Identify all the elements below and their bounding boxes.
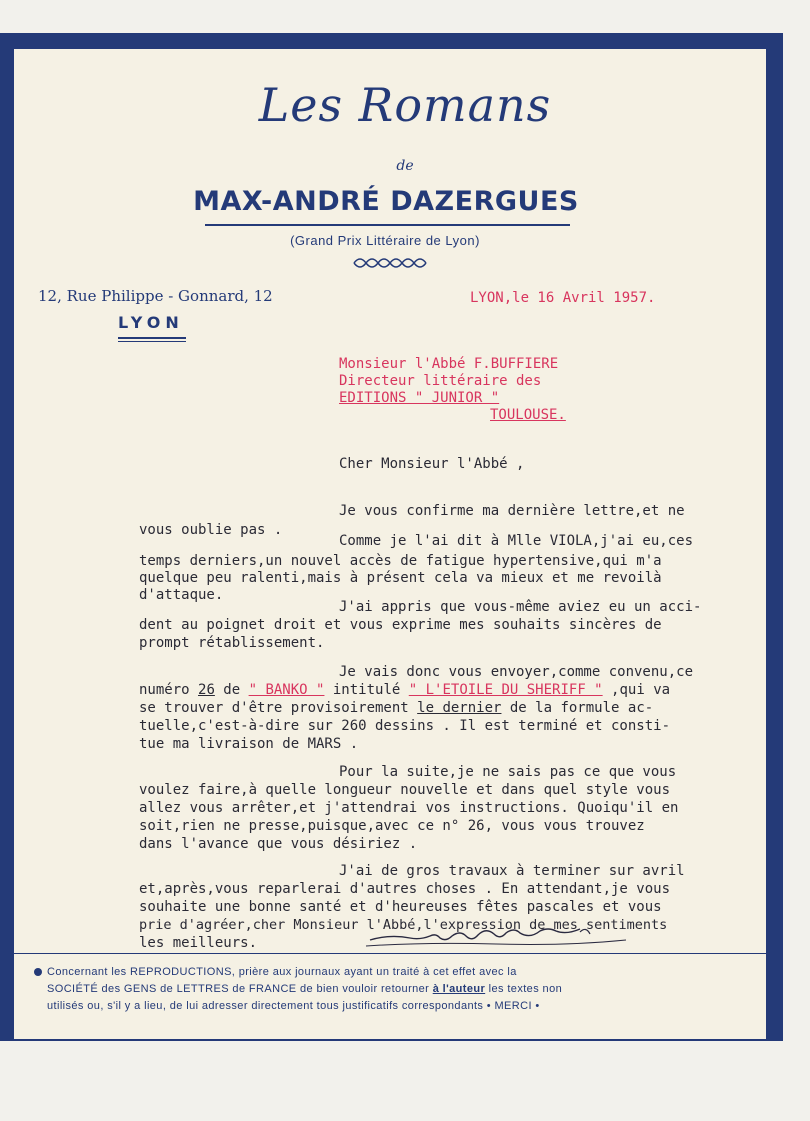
- footer-divider: [14, 953, 766, 954]
- recipient-line: TOULOUSE.: [490, 407, 566, 423]
- footer-line: utilisés ou, s'il y a lieu, de lui adresser directement tous justificatifs correspondants • MERCI •: [47, 1000, 540, 1012]
- footer-text: Concernant les REPRODUCTIONS, prière aux journaux ayant un traité à cet effet avec la: [47, 966, 517, 978]
- body-text: se trouver d'être provisoirement: [139, 700, 418, 716]
- issue-title: " L'ETOILE DU SHERIFF ": [408, 682, 603, 698]
- sender-address: 12, Rue Philippe - Gonnard, 12: [38, 287, 273, 305]
- body-line: prie d'agréer,cher Monsieur l'Abbé,l'expression de mes sentiments: [139, 917, 668, 933]
- letterhead-title: Les Romans: [258, 78, 552, 132]
- body-line: prompt rétablissement.: [139, 635, 325, 651]
- body-text: numéro: [139, 682, 199, 698]
- city-underline-2: [118, 341, 186, 342]
- body-line: Je vous confirme ma dernière lettre,et ne: [339, 503, 685, 519]
- body-line: Pour la suite,je ne sais pas ce que vous: [339, 764, 677, 780]
- recipient-line: Directeur littéraire des: [339, 373, 542, 389]
- letterhead-de: de: [396, 158, 414, 174]
- footer-line: [34, 966, 517, 978]
- body-line: tue ma livraison de MARS .: [139, 736, 359, 752]
- body-line: les meilleurs.: [139, 935, 258, 951]
- body-line: voulez faire,à quelle longueur nouvelle et dans quel style vous: [139, 782, 671, 798]
- body-line: dent au poignet droit et vous exprime mes souhaits sincères de: [139, 617, 662, 633]
- city-underline: [118, 337, 186, 339]
- footer-text: SOCIÉTÉ des GENS de LETTRES de FRANCE de bien vouloir retourner: [47, 983, 433, 995]
- series-title: " BANKO ": [248, 682, 325, 698]
- body-line: temps derniers,un nouvel accès de fatigue hypertensive,qui m'a: [139, 553, 662, 569]
- body-line: quelque peu ralenti,mais à présent cela va mieux et me revoilà: [139, 570, 662, 586]
- body-line: [139, 682, 670, 698]
- letterhead-prize: (Grand Prix Littéraire de Lyon): [290, 233, 480, 248]
- body-line: dans l'avance que vous désiriez .: [139, 836, 418, 852]
- body-text: ,qui va: [602, 682, 671, 698]
- body-line: Comme je l'ai dit à Mlle VIOLA,j'ai eu,ces: [339, 533, 694, 549]
- body-line: Je vais donc vous envoyer,comme convenu,ce: [339, 664, 694, 680]
- body-line: tuelle,c'est-à-dire sur 260 dessins . Il est terminé et consti-: [139, 718, 671, 734]
- salutation: Cher Monsieur l'Abbé ,: [339, 456, 525, 472]
- sender-city: LYON: [118, 313, 184, 332]
- footer-text: les textes non: [485, 983, 563, 995]
- footer-line: [47, 983, 562, 995]
- signature: [360, 922, 640, 952]
- ornament-icon: [352, 254, 432, 272]
- body-text: de la formule ac-: [501, 700, 654, 716]
- bullet-icon: [34, 968, 42, 976]
- body-line: J'ai de gros travaux à terminer sur avril: [339, 863, 685, 879]
- body-line: vous oublie pas .: [139, 522, 283, 538]
- issue-number: 26: [198, 682, 215, 698]
- body-line: et,après,vous reparlerai d'autres choses . En attendant,je vous: [139, 881, 671, 897]
- body-text: de: [214, 682, 249, 698]
- author-underline: [205, 224, 570, 226]
- recipient-line: EDITIONS " JUNIOR ": [339, 390, 500, 406]
- letter-date: LYON,le 16 Avril 1957.: [470, 290, 656, 306]
- recipient-line: Monsieur l'Abbé F.BUFFIERE: [339, 356, 559, 372]
- body-line: d'attaque.: [139, 587, 224, 603]
- emphasis-text: le dernier: [417, 700, 502, 716]
- footer-emphasis: à l'auteur: [432, 983, 486, 995]
- body-line: [139, 700, 653, 716]
- body-line: souhaite une bonne santé et d'heureuses fêtes pascales et vous: [139, 899, 662, 915]
- body-line: allez vous arrêter,et j'attendrai vos instructions. Quoiqu'il en: [139, 800, 679, 816]
- body-line: soit,rien ne presse,puisque,avec ce n° 26, vous vous trouvez: [139, 818, 645, 834]
- body-line: J'ai appris que vous-même aviez eu un acci-: [339, 599, 702, 615]
- body-text: intitulé: [324, 682, 409, 698]
- letterhead-author: MAX-ANDRÉ DAZERGUES: [193, 186, 579, 217]
